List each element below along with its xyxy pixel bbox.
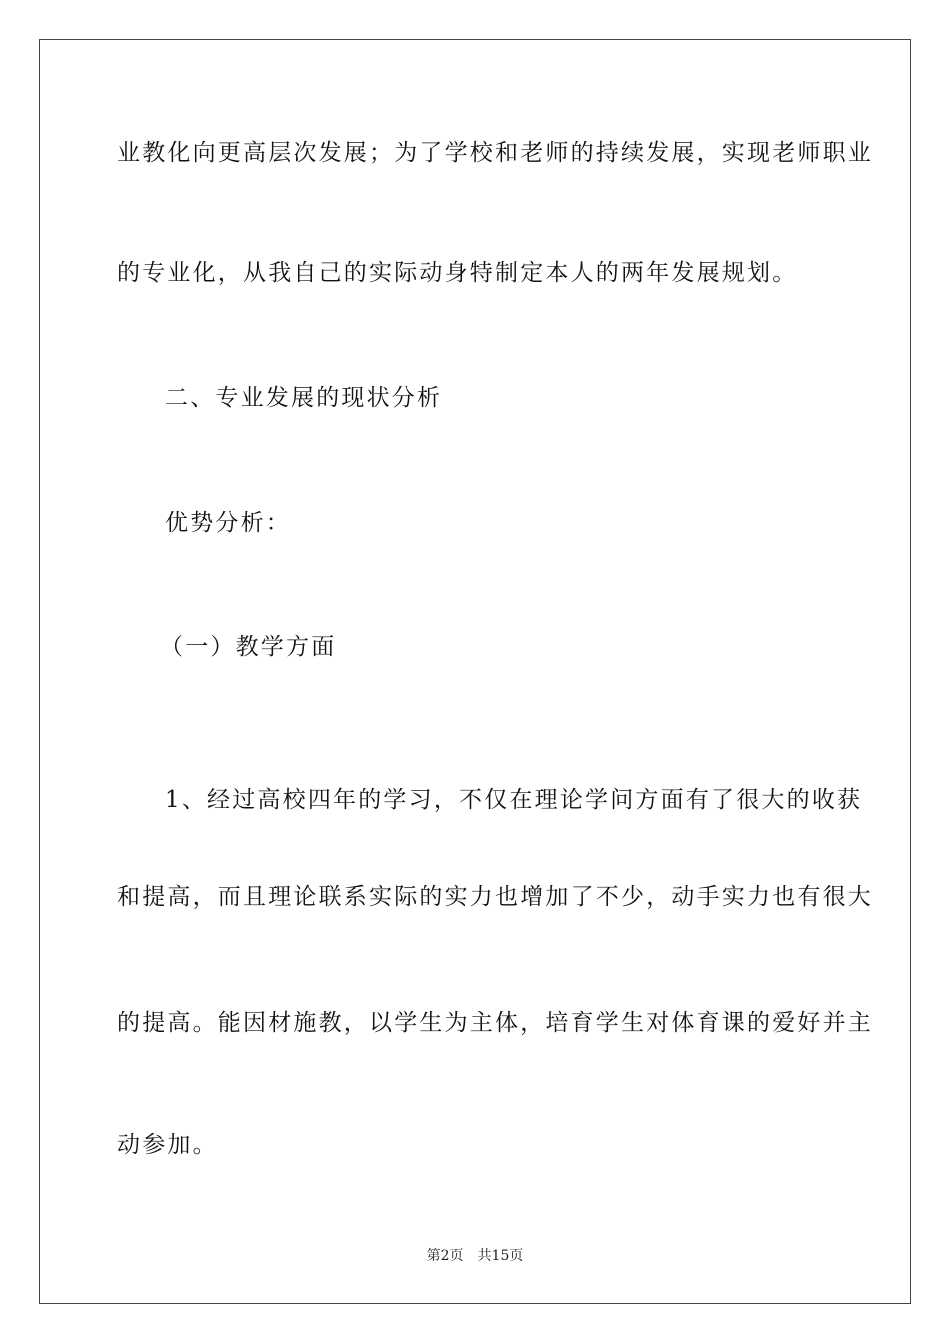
- section-heading: 二、专业发展的现状分析: [165, 385, 443, 411]
- body-text-line: 的专业化，从我自己的实际动身特制定本人的两年发展规划。: [117, 260, 798, 286]
- page-border: [39, 39, 911, 1304]
- body-text-line: 动参加。: [117, 1132, 218, 1158]
- page-footer: [0, 1247, 950, 1265]
- page-total: 共15页: [477, 1248, 524, 1264]
- body-text-line: 的提高。能因材施教，以学生为主体，培育学生对体育课的爱好并主: [117, 1010, 873, 1036]
- body-text-line: 和提高，而且理论联系实际的实力也增加了不少，动手实力也有很大: [117, 884, 873, 910]
- subsection-heading: 优势分析：: [165, 510, 291, 536]
- body-text-line: 1、经过高校四年的学习，不仅在理论学问方面有了很大的收获: [165, 787, 863, 813]
- page-number: 第2页: [426, 1248, 464, 1264]
- body-text-line: 业教化向更高层次发展；为了学校和老师的持续发展，实现老师职业: [117, 140, 873, 166]
- subsection-heading: （一）教学方面: [160, 634, 337, 660]
